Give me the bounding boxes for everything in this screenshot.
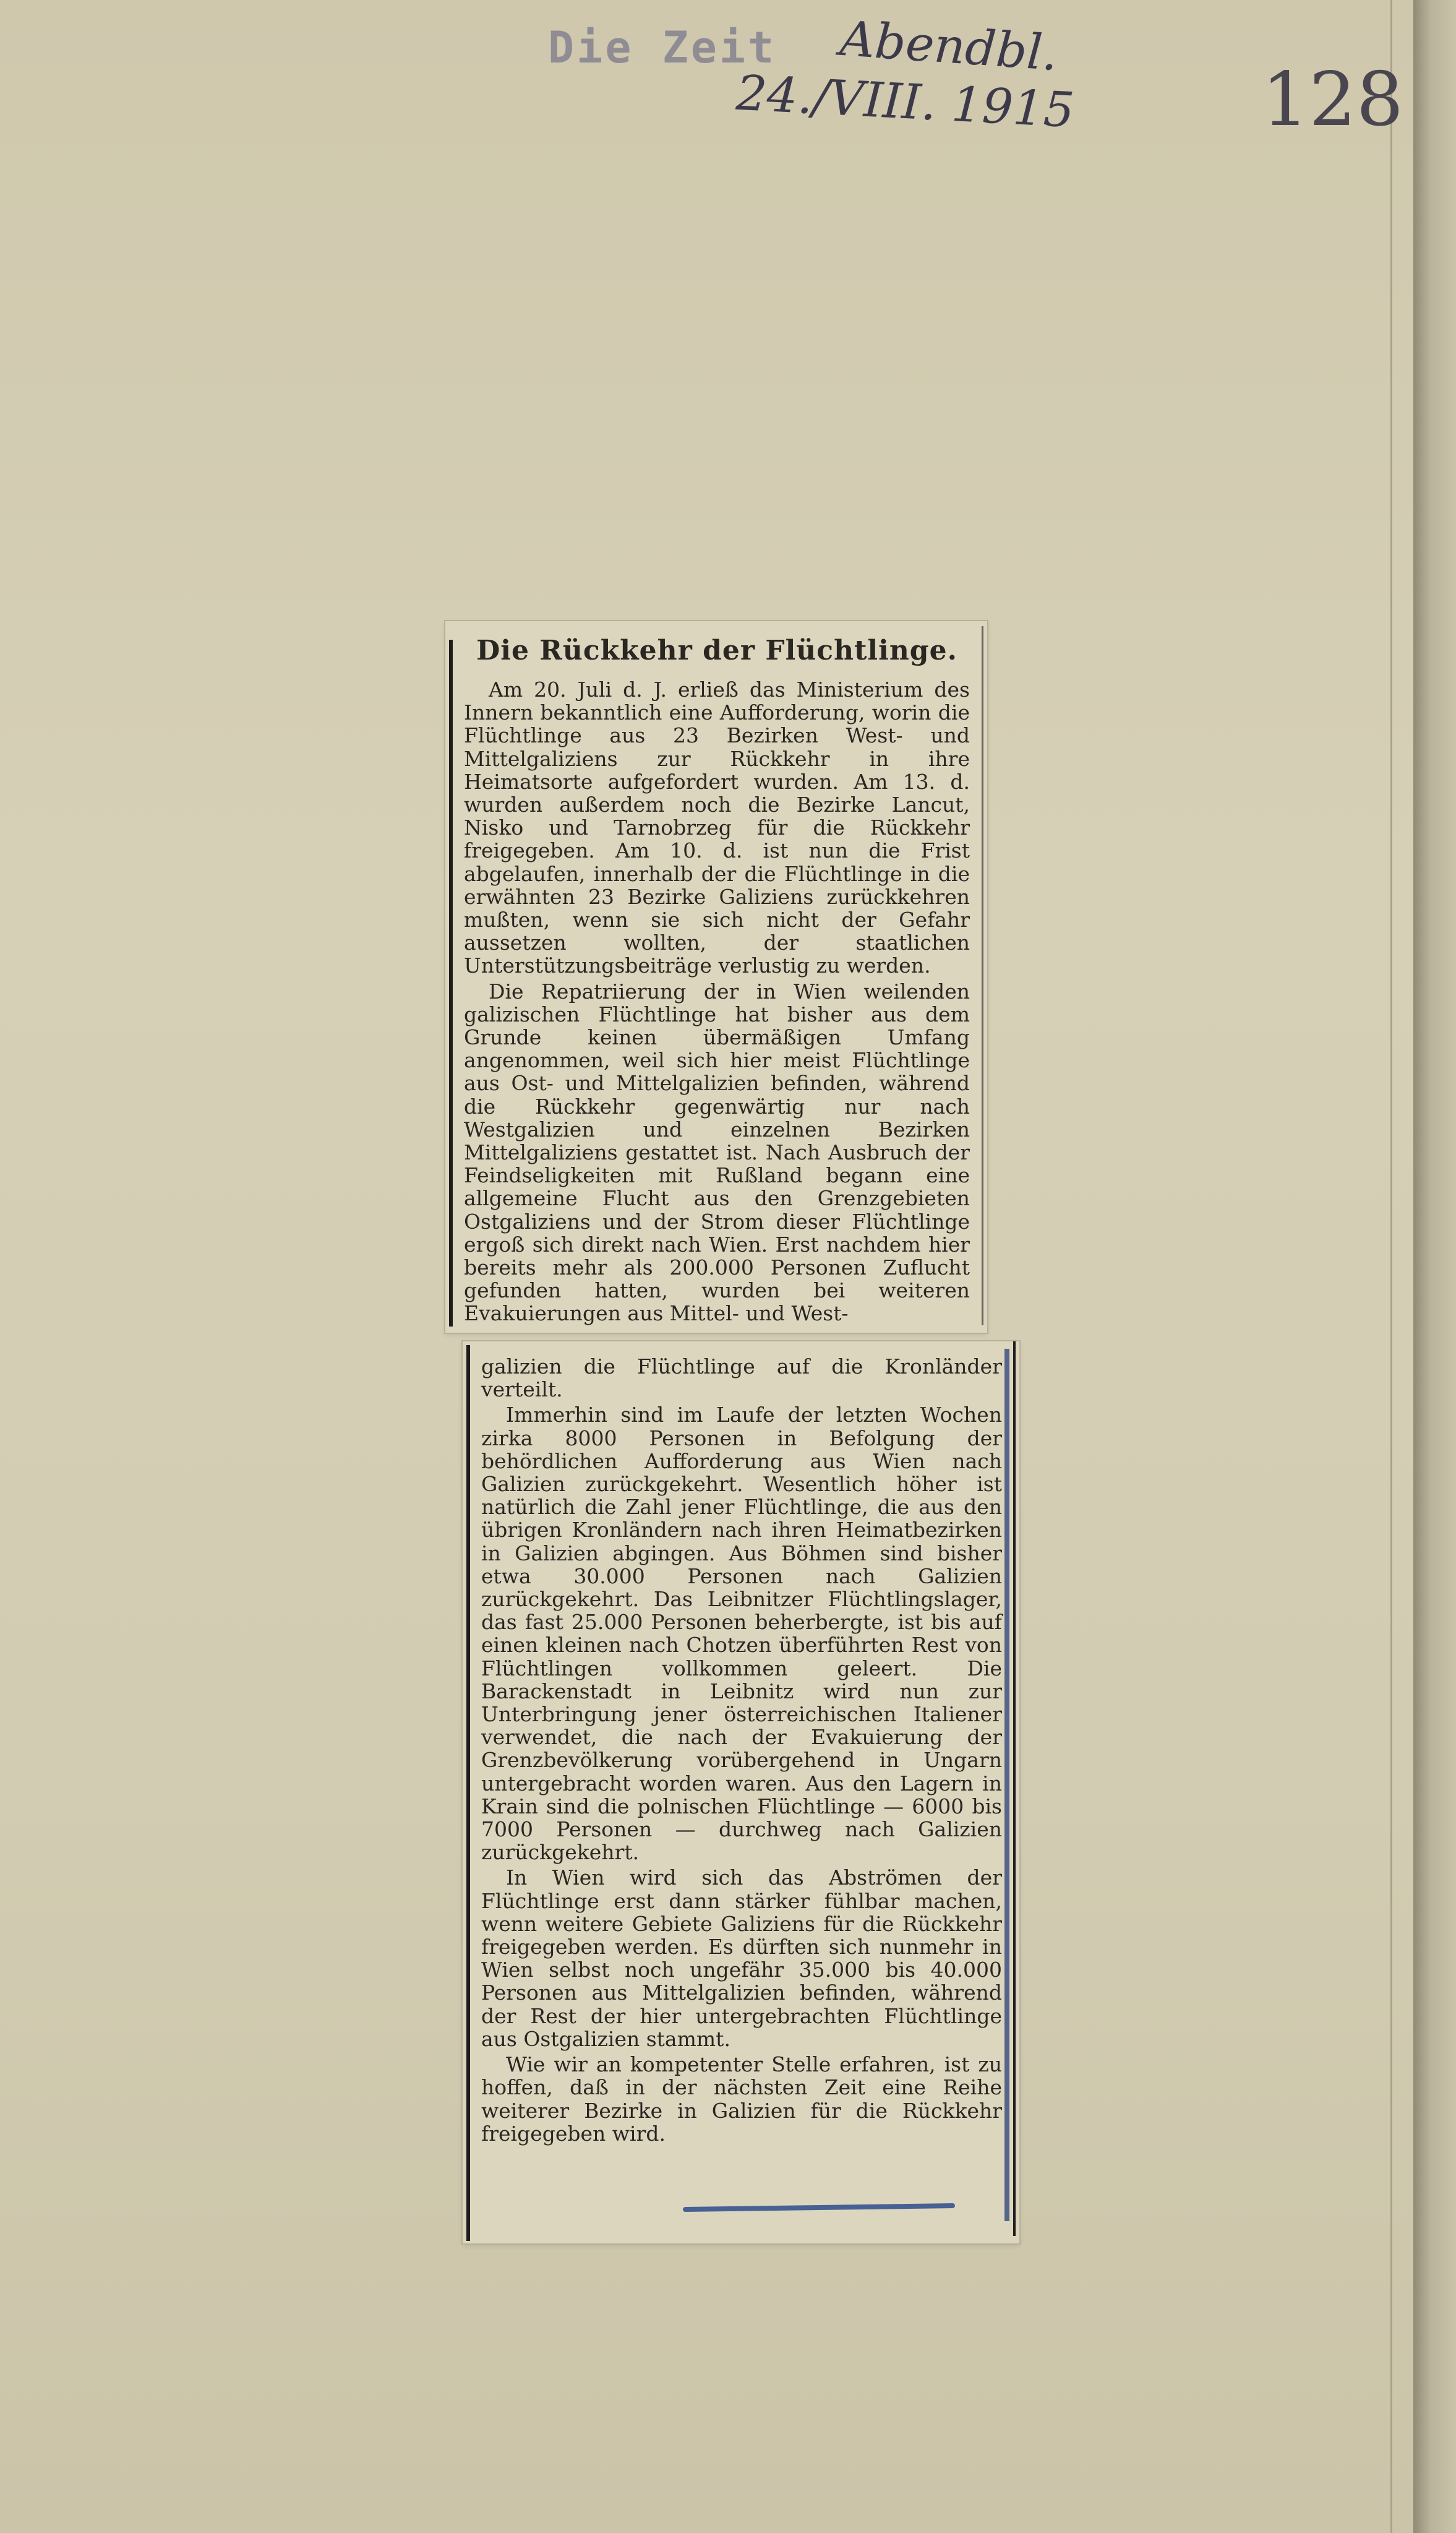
column-rule-left bbox=[449, 640, 453, 1327]
handwritten-edition: Abendbl. bbox=[838, 11, 1060, 82]
folio-number: 128 bbox=[1262, 57, 1404, 143]
blue-pen-margin-mark bbox=[1004, 1349, 1009, 2221]
column-rule-right bbox=[1013, 1341, 1016, 2236]
column-2-text bbox=[481, 1355, 1002, 2145]
column-rule-left bbox=[466, 1345, 470, 2241]
sheet-edge bbox=[1413, 0, 1456, 2533]
article-paragraph: In Wien wird sich das Abströmen der Flüchtlinge erst dann stärker fühlbar machen, wenn weitere Gebiete Galiziens für die Rückkehr freigegeben werden. Es dürften sich nunmehr in Wien selbst noch ungefähr 35.000 bis 40.000 Personen aus Mittelgalizien befinden, während der Rest der hier untergebrachten Flüchtlinge aus Ostgalizien stammt. bbox=[481, 1865, 1002, 2051]
column-rule-right bbox=[982, 626, 983, 1325]
article-paragraph: Immerhin sind im Laufe der letzten Wochen zirka 8000 Personen in Befolgung der behördlichen Aufforderung aus Wien nach Galizien zurückgekehrt. Wesentlich höher ist natürlich die Zahl jener Flüchtlinge, die aus den übrigen Kronländern nach ihren Heimatbezirken in Galizien abgingen. Aus Böhmen sind bisher etwa 30.000 Personen nach Galizien zurückgekehrt. Das Leibnitzer Flüchtlingslager, das fast 25.000 Personen beherbergte, ist bis auf einen kleinen nach Chotzen überführten Rest von Flüchtlingen vollkommen geleert. Die Barackenstadt in Leibnitz wird nun zur Unterbringung jener österreichischen Italiener verwendet, die nach der Evakuierung der Grenzbevölkerung vorübergehend in Ungarn untergebracht worden waren. Aus den Lagern in Krain sind die polnischen Flüchtlinge — 6000 bis 7000 Personen — durchweg nach Galizien zurückgekehrt. bbox=[481, 1403, 1002, 1865]
clipping-column-2 bbox=[463, 1341, 1019, 2243]
article-paragraph: galizien die Flüchtlinge auf die Kronländer verteilt. bbox=[481, 1354, 1002, 1402]
clipping-column-1 bbox=[445, 621, 987, 1333]
sheet-fold-line bbox=[1390, 0, 1392, 2533]
article-paragraph: Wie wir an kompetenter Stelle erfahren, ist zu hoffen, daß in der nächsten Zeit eine Reihe weiterer Bezirke in Galizien für die Rückkehr freigegeben wird. bbox=[481, 2052, 1002, 2146]
handwritten-date: 24./VIII. 1915 bbox=[735, 65, 1076, 139]
article-paragraph: Die Repatriierung der in Wien weilenden galizischen Flüchtlinge hat bisher aus dem Grunde keinen übermäßigen Umfang angenommen, weil sich hier meist Flüchtlinge aus Ost- und Mittelgalizien befinden, während die Rückkehr gegenwärtig nur nach Westgalizien und einzelnen Bezirken Mittelgaliziens gestattet ist. Nach Ausbruch der Feindseligkeiten mit Rußland begann eine allgemeine Flucht aus den Grenzgebieten Ostgaliziens und der Strom dieser Flüchtlinge ergoß sich direkt nach Wien. Erst nachdem hier bereits mehr als 200.000 Personen Zuflucht gefunden hatten, wurden bei weiteren Evakuierungen aus Mittel- und West- bbox=[464, 979, 970, 1326]
article-title: Die Rückkehr der Flüchtlinge. bbox=[476, 635, 957, 666]
newspaper-stamp: Die Zeit bbox=[548, 22, 777, 73]
column-1-text bbox=[464, 632, 970, 1325]
article-paragraph: Am 20. Juli d. J. erließ das Ministerium des Innern bekanntlich eine Aufforderung, worin die Flüchtlinge aus 23 Bezirken West- und Mittelgaliziens zur Rückkehr in ihre Heimatsorte aufgefordert wurden. Am 13. d. wurden außerdem noch die Bezirke Lancut, Nisko und Tarnobrzeg für die Rückkehr freigegeben. Am 10. d. ist nun die Frist abgelaufen, innerhalb der die Flüchtlinge in die erwähnten 23 Bezirke Galiziens zurückkehren mußten, wenn sie sich nicht der Gefahr aussetzen wollten, der staatlichen Unterstützungsbeiträge verlustig zu werden. bbox=[464, 677, 970, 978]
